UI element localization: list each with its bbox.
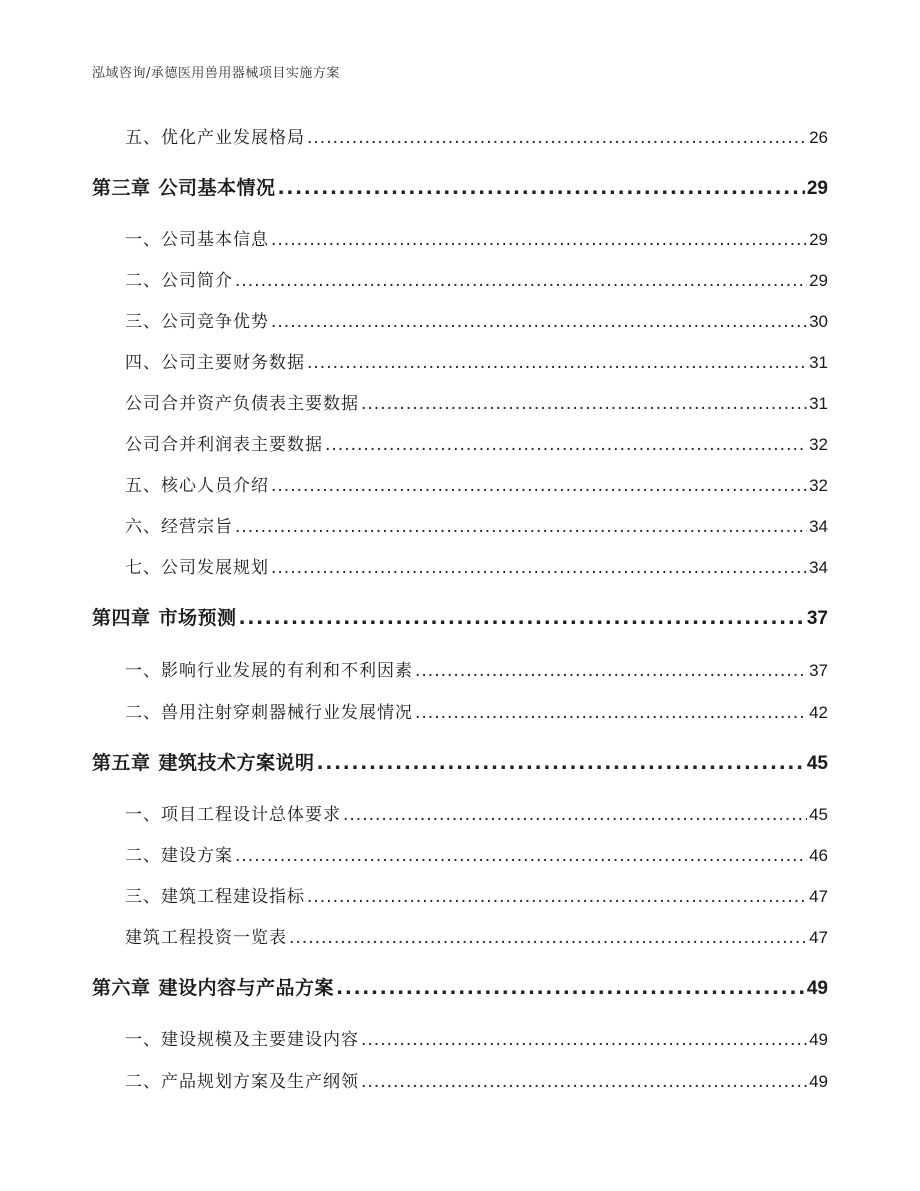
toc-entry-page: 45 [809,805,828,824]
toc-entry-number: 七、 [125,558,161,578]
toc-entry-title: 公司发展规划 [161,558,269,578]
toc-chapter-number: 第六章 [92,977,151,999]
toc-entry-page: 32 [809,476,828,495]
toc-entry-page: 47 [809,887,828,906]
toc-entry[interactable] [125,266,828,291]
toc-subentry-page: 32 [809,435,828,454]
toc-entry[interactable] [125,553,828,578]
toc-entry-page: 49 [809,1072,828,1091]
toc-chapter-number: 第三章 [92,177,151,199]
toc-entry-page: 34 [809,558,828,577]
toc-entry-number: 二、 [125,846,161,866]
toc-entry-number: 一、 [125,805,161,825]
toc-entry-title: 产品规划方案及生产纲领 [161,1072,359,1092]
toc-entry[interactable] [125,1067,828,1092]
toc-entry-page: 26 [809,128,828,147]
toc-entry-number: 五、 [125,476,161,496]
toc-entry-number: 一、 [125,661,161,681]
toc-entry-number: 二、 [125,1072,161,1092]
toc-leader-dots [271,558,807,578]
toc-subentry[interactable] [125,389,828,414]
toc-subentry[interactable] [125,430,828,455]
toc-chapter-number: 第五章 [92,752,151,774]
toc-chapter[interactable] [92,603,828,630]
toc-entry[interactable] [125,471,828,496]
toc-entry-title: 建筑工程建设指标 [161,887,305,907]
toc-chapter-page: 29 [806,178,828,199]
toc-leader-dots [336,977,805,999]
toc-leader-dots [343,805,807,825]
toc-entry-number: 四、 [125,353,161,373]
toc-entry-title: 经营宗旨 [161,517,233,537]
toc-chapter[interactable] [92,173,828,200]
toc-entry-page: 29 [809,271,828,290]
toc-entry-title: 影响行业发展的有利和不利因素 [161,661,413,681]
toc-entry-title: 优化产业发展格局 [161,128,305,148]
toc-entry-number: 二、 [125,271,161,291]
toc-leader-dots [271,312,807,332]
toc-leader-dots [325,435,807,455]
toc-entry[interactable] [125,512,828,537]
toc-entry-page: 37 [809,661,828,680]
toc-leader-dots [289,928,807,948]
toc-leader-dots [235,517,807,537]
toc-subentry-title: 公司合并资产负债表主要数据 [125,394,359,414]
toc-entry[interactable] [125,123,828,148]
toc-chapter-title: 公司基本情况 [158,177,276,199]
toc-entry[interactable] [125,656,828,681]
toc-entry[interactable] [125,841,828,866]
toc-chapter-number: 第四章 [92,607,151,629]
toc-entry-page: 29 [809,230,828,249]
toc-leader-dots [271,476,807,496]
toc-leader-dots [317,752,805,774]
toc-subentry-title: 建筑工程投资一览表 [125,928,287,948]
toc-chapter-title: 市场预测 [158,607,237,629]
toc-entry-title: 兽用注射穿刺器械行业发展情况 [161,703,413,723]
page-header: 泓域咨询/承德医用兽用器械项目实施方案 [92,66,340,81]
toc-entry-number: 二、 [125,703,161,723]
toc-entry-page: 31 [809,353,828,372]
toc-leader-dots [235,271,807,291]
toc-entry[interactable] [125,225,828,250]
toc-subentry-page: 47 [809,928,828,947]
toc-entry-title: 建设方案 [161,846,233,866]
toc-entry-number: 五、 [125,128,161,148]
toc-leader-dots [235,846,807,866]
toc-leader-dots [271,230,807,250]
toc-leader-dots [361,394,807,414]
toc-entry-page: 34 [809,517,828,536]
toc-leader-dots [278,177,805,199]
toc-entry-title: 公司基本信息 [161,230,269,250]
toc-entry-title: 公司主要财务数据 [161,353,305,373]
toc-chapter[interactable] [92,973,828,1000]
toc-leader-dots [239,607,805,629]
toc-entry[interactable] [125,800,828,825]
toc-entry-title: 建设规模及主要建设内容 [161,1030,359,1050]
toc-entry-page: 49 [809,1030,828,1049]
toc-subentry[interactable] [125,923,828,948]
toc-entry-page: 42 [809,703,828,722]
toc-chapter[interactable] [92,748,828,775]
toc-entry-title: 项目工程设计总体要求 [161,805,341,825]
toc-leader-dots [361,1072,807,1092]
toc-entry-title: 核心人员介绍 [161,476,269,496]
toc-entry[interactable] [125,307,828,332]
toc-chapter-title: 建筑技术方案说明 [158,752,315,774]
toc-chapter-title: 建设内容与产品方案 [158,977,335,999]
toc-entry-page: 46 [809,846,828,865]
toc-entry-number: 六、 [125,517,161,537]
toc-leader-dots [415,661,807,681]
toc-entry[interactable] [125,348,828,373]
toc-chapter-page: 49 [806,978,828,999]
toc-chapter-page: 45 [806,753,828,774]
toc-leader-dots [307,887,807,907]
toc-entry-title: 公司简介 [161,271,233,291]
toc-chapter-page: 37 [806,608,828,629]
toc-entry-number: 一、 [125,1030,161,1050]
toc-leader-dots [307,353,807,373]
toc-entry-number: 三、 [125,312,161,332]
toc-subentry-title: 公司合并利润表主要数据 [125,435,323,455]
toc-leader-dots [415,703,807,723]
toc-leader-dots [361,1030,807,1050]
toc-entry[interactable] [125,882,828,907]
toc-subentry-page: 31 [809,394,828,413]
toc-entry-page: 30 [809,312,828,331]
toc-entry[interactable] [125,1025,828,1050]
toc-entry-title: 公司竞争优势 [161,312,269,332]
toc-entry-number: 一、 [125,230,161,250]
toc-entry-number: 三、 [125,887,161,907]
toc-entry[interactable] [125,698,828,723]
toc-leader-dots [307,128,807,148]
